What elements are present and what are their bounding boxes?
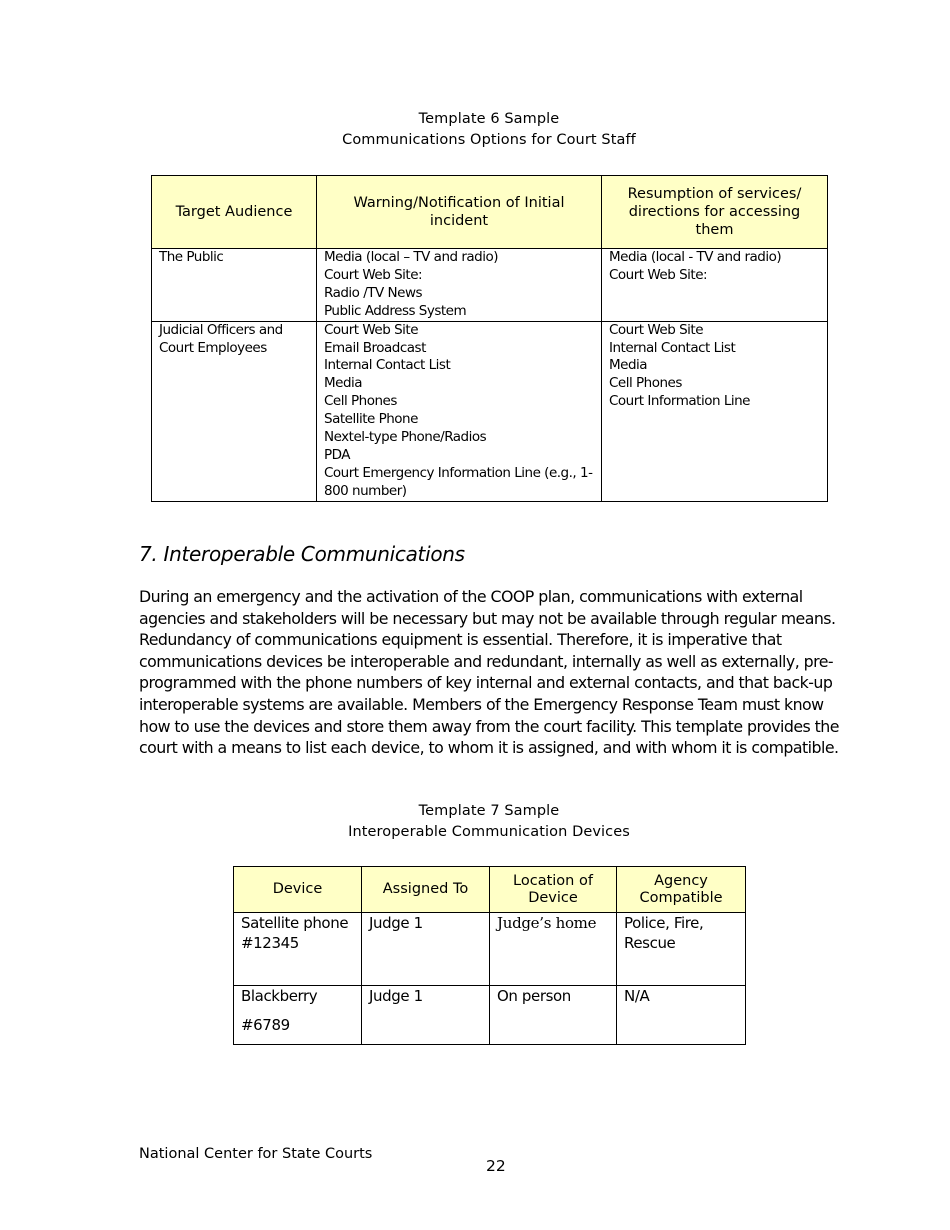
cell-line: #6789 <box>241 1015 290 1034</box>
cell-line: Media <box>324 375 363 392</box>
cell-line: The Public <box>159 249 224 265</box>
header-target-audience: Target Audience <box>152 176 317 249</box>
audience-cell <box>152 249 317 322</box>
warning-cell <box>317 321 602 501</box>
table-header-row <box>234 867 746 913</box>
cell-line: Media (local - TV and radio) <box>609 249 782 265</box>
header-warning-notification: Warning/Notification of Initial incident <box>317 176 602 249</box>
communications-options-table <box>151 175 828 502</box>
header-location-of-device: Location of Device <box>490 867 617 913</box>
header-agency-compatible: Agency Compatible <box>617 867 746 913</box>
cell-line: Court Web Site: <box>609 266 708 283</box>
template6-caption-title: Template 6 Sample <box>418 111 560 127</box>
header-device: Device <box>234 867 362 913</box>
table-row <box>152 249 828 322</box>
cell-line: Email Broadcast <box>324 339 426 356</box>
cell-line: Cell Phones <box>324 393 397 410</box>
cell-line: Court Web Site <box>324 321 419 338</box>
table-row <box>234 986 746 1045</box>
cell-line: Public Address System <box>324 302 467 319</box>
agency-cell: Police, Fire, Rescue <box>617 913 746 986</box>
cell-line: Blackberry <box>241 987 318 1005</box>
template7-caption-title: Template 7 Sample <box>418 803 560 819</box>
cell-line: Media <box>609 357 648 374</box>
resumption-cell <box>602 249 828 322</box>
cell-line: Judicial Officers and Court Employees <box>159 321 283 356</box>
cell-line: Court Information Line <box>609 393 750 410</box>
device-cell <box>234 913 362 986</box>
cell-line: Media (local – TV and radio) <box>324 249 499 265</box>
table-header-row <box>152 176 828 249</box>
template7-caption-subtitle: Interoperable Communication Devices <box>348 824 630 840</box>
assigned-cell: Judge 1 <box>362 913 490 986</box>
audience-cell <box>152 321 317 501</box>
cell-line: Court Emergency Information Line (e.g., 1-800 number) <box>324 464 593 499</box>
location-cell: On person <box>490 986 617 1045</box>
footer-organization: National Center for State Courts <box>139 1146 373 1162</box>
cell-line: Court Web Site <box>609 321 704 338</box>
device-cell <box>234 986 362 1045</box>
resumption-cell <box>602 321 828 501</box>
cell-line: Internal Contact List <box>609 339 736 356</box>
cell-line: Internal Contact List <box>324 357 451 374</box>
page-number: 22 <box>486 1157 506 1175</box>
header-assigned-to: Assigned To <box>362 867 490 913</box>
header-resumption-of-services: Resumption of services/ directions for accessing them <box>602 176 828 249</box>
agency-cell: N/A <box>617 986 746 1045</box>
cell-line: PDA <box>324 446 351 463</box>
cell-line: Court Web Site: <box>324 266 423 283</box>
location-cell: Judge’s home <box>490 913 617 986</box>
warning-cell <box>317 249 602 322</box>
cell-line: Nextel-type Phone/Radios <box>324 429 487 446</box>
cell-line: Radio /TV News <box>324 284 423 301</box>
interoperable-devices-table <box>233 866 746 1045</box>
cell-line: Cell Phones <box>609 375 682 392</box>
cell-line: Satellite Phone <box>324 411 418 428</box>
table-row <box>234 913 746 986</box>
assigned-cell: Judge 1 <box>362 986 490 1045</box>
cell-line: Satellite phone #12345 <box>241 914 349 952</box>
section-paragraph: During an emergency and the activation of the COOP plan, communications with external agencies and stakeholders will be necessary but may not be available through regular means. Redundancy of communications equipment is essential. Therefore, it is imperative that communications devices be interoperable and redundant, internally as well as externally, pre-programmed with the phone numbers of key internal and external contacts, and that back-up interoperable systems are available. Members of the Emergency Response Team must know how to use the devices and store them away from the court facility. This template provides the court with a means to list each device, to whom it is assigned, and with whom it is compatible. <box>139 587 839 758</box>
section-heading: 7. Interoperable Communications <box>139 542 465 566</box>
table-row <box>152 321 828 501</box>
template6-caption-subtitle: Communications Options for Court Staff <box>342 132 636 148</box>
